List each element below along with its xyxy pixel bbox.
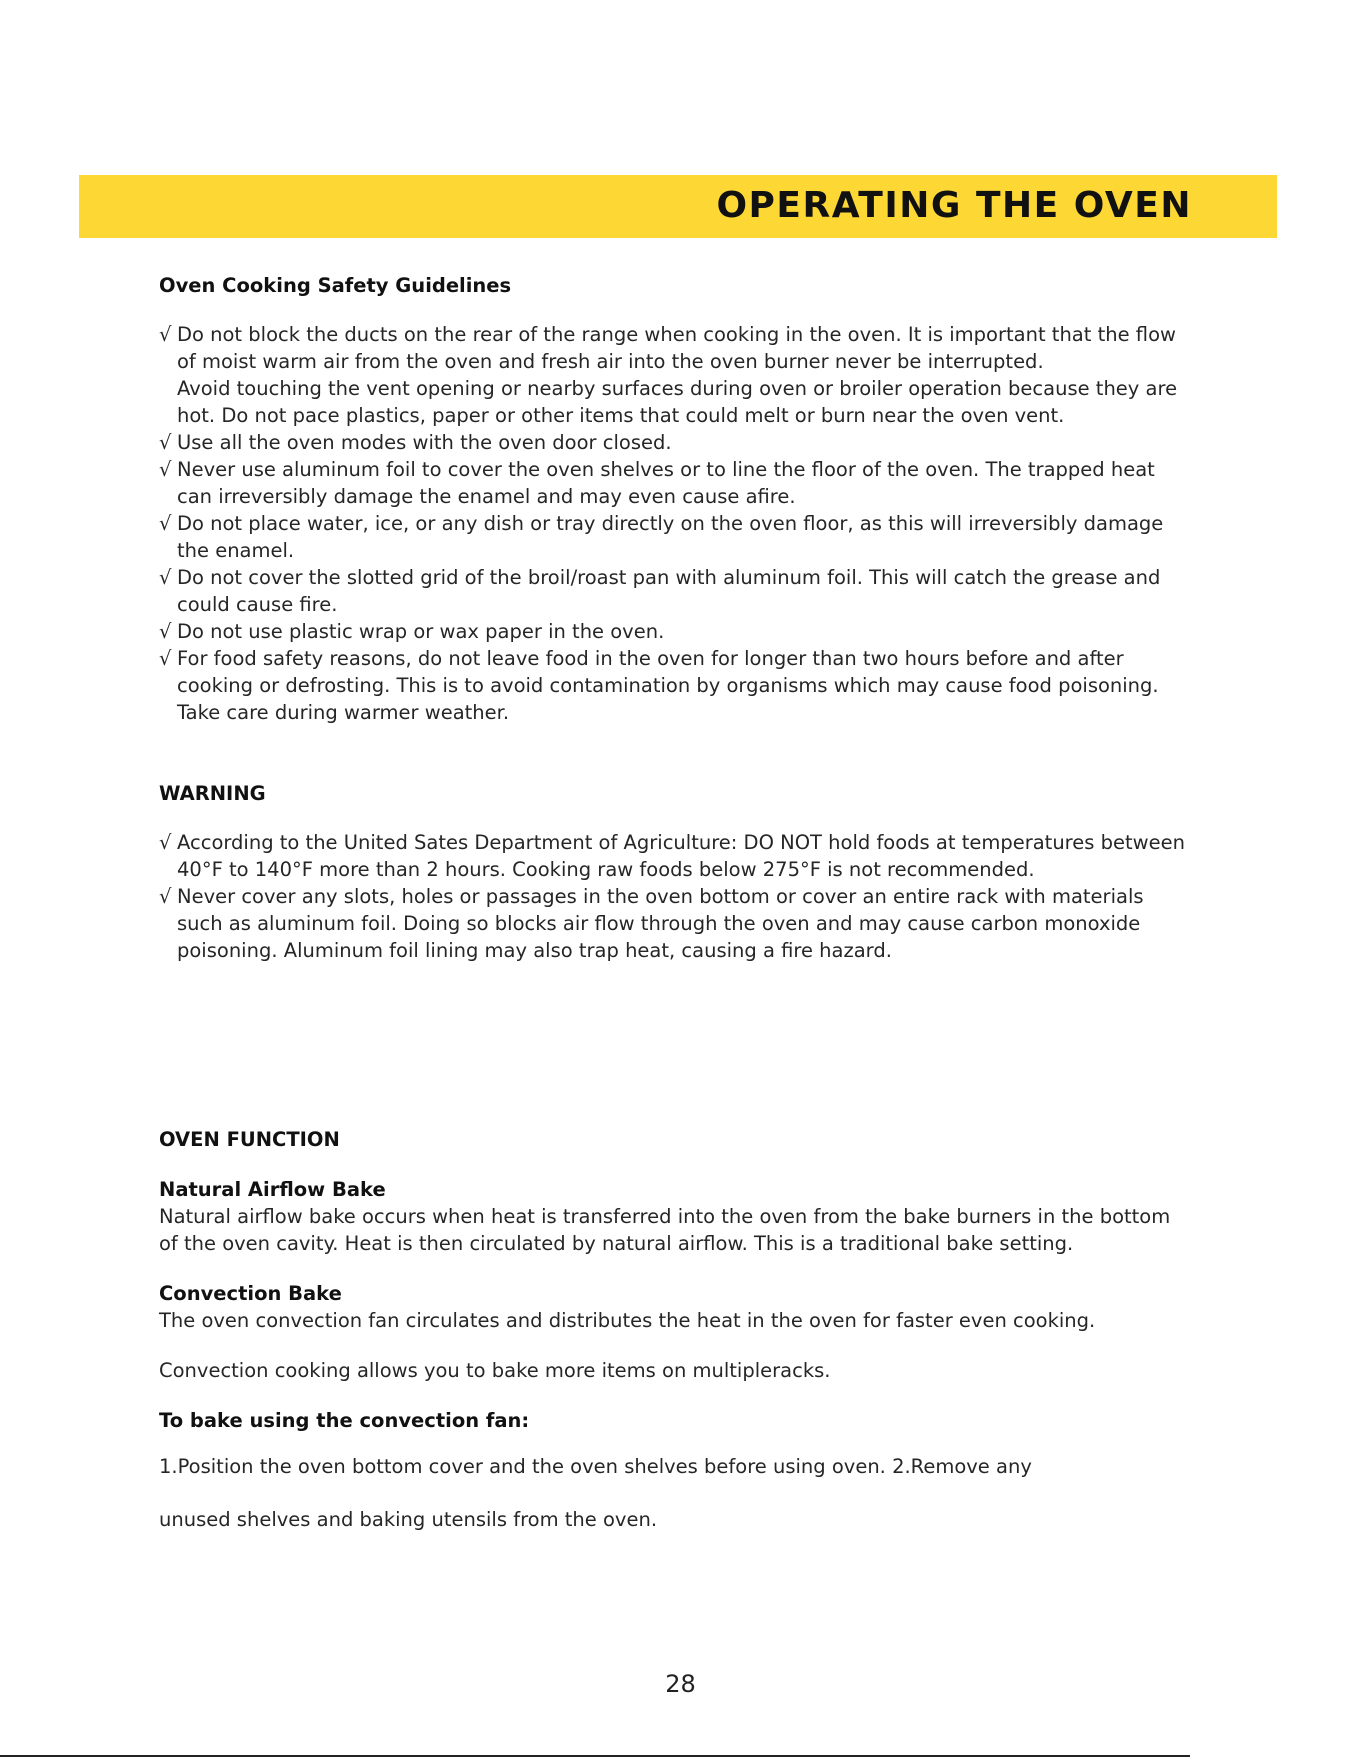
safety-guideline-item (159, 456, 1189, 510)
check-mark-icon: √ (159, 620, 172, 643)
page-title: OPERATING THE OVEN (716, 185, 1192, 226)
safety-guideline-item-text: For food safety reasons, do not leave food in the oven for longer than two hours before and after cooking or defrosting. This is to avoid contamination by organisms which may cause food poisoning. (177, 647, 1159, 697)
safety-guideline-item-text: Do not cover the slotted grid of the broil/roast pan with aluminum foil. This will catch the grease and could cause fire. (177, 566, 1161, 616)
check-mark-icon: √ (159, 323, 172, 346)
check-mark-icon: √ (159, 431, 172, 454)
warning-list (159, 829, 1189, 964)
safety-guideline-item-text: Use all the oven modes with the oven door closed. (177, 431, 672, 454)
warning-item-text: Never cover any slots, holes or passages in the oven bottom or cover an entire rack with materials such as aluminum foil. Doing so blocks air flow through the oven and may cause carbon monoxide poisoning. Aluminum foil lining may also trap heat, causing a fire hazard. (177, 885, 1144, 962)
convection-bake-text: The oven convection fan circulates and distributes the heat in the oven for faster even cooking. (159, 1309, 1096, 1332)
safety-guideline-item (159, 564, 1189, 618)
safety-guideline-item (159, 429, 1189, 456)
natural-airflow-heading: Natural Airflow Bake (159, 1178, 386, 1201)
safety-guideline-item (159, 510, 1189, 564)
header-band (79, 175, 1277, 238)
check-mark-icon: √ (159, 831, 172, 854)
convection-racks-text: Convection cooking allows you to bake more items on multipleracks. (159, 1359, 831, 1382)
safety-guideline-item-text: Do not block the ducts on the rear of the range when cooking in the oven. It is important that the flow of moist warm air from the oven and fresh air into the oven burner never be interrupted. (177, 323, 1176, 373)
safety-guideline-item-text: Do not use plastic wrap or wax paper in the oven. (177, 620, 665, 643)
check-mark-icon: √ (159, 566, 172, 589)
oven-function-heading: OVEN FUNCTION (159, 1128, 340, 1151)
safety-guideline-item-text: Take care during warmer weather. (177, 701, 510, 724)
safety-heading: Oven Cooking Safety Guidelines (159, 274, 512, 297)
safety-guideline-item (159, 321, 1189, 429)
check-mark-icon: √ (159, 885, 172, 908)
check-mark-icon: √ (159, 647, 172, 670)
warning-heading: WARNING (159, 782, 266, 805)
safety-list (159, 321, 1189, 726)
warning-item (159, 829, 1189, 883)
convection-fan-heading: To bake using the convection fan: (159, 1409, 530, 1432)
footer-rule (0, 1755, 1190, 1757)
safety-guideline-item-text: Never use aluminum foil to cover the oven shelves or to line the floor of the oven. The trapped heat can irreversibly damage the enamel and may even cause afire. (177, 458, 1155, 508)
safety-guideline-item-text: Do not place water, ice, or any dish or tray directly on the oven floor, as this will irreversibly damage the enamel. (177, 512, 1164, 562)
natural-airflow-text: Natural airflow bake occurs when heat is transferred into the oven from the bake burners in the bottom of the oven cavity. Heat is then circulated by natural airflow. This is a traditional bake setting. (159, 1205, 1171, 1255)
check-mark-icon: √ (159, 458, 172, 481)
warning-item-text: According to the United Sates Department of Agriculture: DO NOT hold foods at temperatures between 40°F to 140°F more than 2 hours. Cooking raw foods below 275°F is not recommended. (177, 831, 1185, 881)
page-number: 28 (665, 1670, 696, 1698)
safety-guideline-item (159, 618, 1189, 645)
check-mark-icon: √ (159, 512, 172, 535)
warning-item (159, 883, 1189, 964)
page-content (159, 272, 1189, 1533)
safety-guideline-item (159, 645, 1189, 726)
convection-fan-step-line-2: unused shelves and baking utensils from the oven. (159, 1508, 658, 1531)
safety-guideline-item-text: Avoid touching the vent opening or nearby surfaces during oven or broiler operation because they are hot. Do not pace plastics, paper or other items that could melt or burn near the oven vent. (177, 377, 1178, 427)
convection-fan-step-line-1: 1.Position the oven bottom cover and the oven shelves before using oven. 2.Remove any (159, 1455, 1032, 1478)
convection-bake-heading: Convection Bake (159, 1282, 342, 1305)
